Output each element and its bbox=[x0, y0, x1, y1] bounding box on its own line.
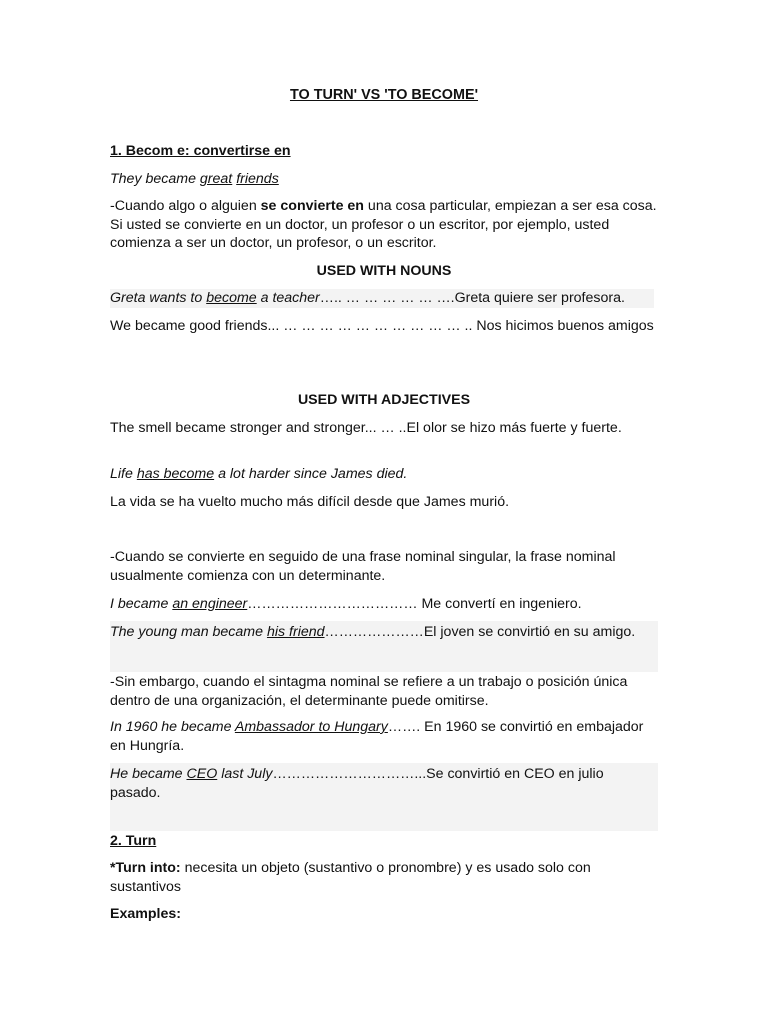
example-life bbox=[110, 465, 658, 484]
translation: El joven se convirtió en su amigo. bbox=[423, 624, 636, 640]
translation: En 1960 se convirtió en embajador en Hungría. bbox=[110, 719, 644, 754]
example-text: last July bbox=[217, 766, 273, 782]
dot-leader: ………………… bbox=[324, 624, 424, 640]
example-text: I became bbox=[110, 596, 173, 612]
section-1-heading: 1. Becom e: convertirse en bbox=[110, 143, 291, 159]
determiner-note: -Cuando se convierte en seguido de una frase nominal singular, la frase nominal usualmente comienza con un determinante. bbox=[110, 549, 616, 584]
example-text: They became bbox=[110, 171, 200, 187]
example-smell: The smell became stronger and stronger... … ..El olor se hizo más fuerte y fuerte. bbox=[110, 420, 622, 436]
example-text: The young man became bbox=[110, 624, 267, 640]
page-title: TO TURN' VS 'TO BECOME' bbox=[289, 87, 479, 103]
underlined-word: an engineer bbox=[172, 596, 248, 612]
become-explanation bbox=[110, 197, 658, 253]
turn-into-definition bbox=[110, 859, 658, 896]
underlined-word: his friend bbox=[266, 624, 325, 640]
dot-leader: ……. bbox=[387, 719, 425, 735]
shaded-example-box bbox=[110, 621, 658, 672]
example-ceo bbox=[110, 763, 658, 802]
example-great-friends bbox=[110, 170, 658, 189]
translation: Me convertí en ingeniero. bbox=[421, 596, 582, 612]
explanation-text: -Cuando algo o alguien bbox=[110, 198, 261, 214]
example-ambassador bbox=[110, 718, 658, 755]
example-text: a teacher bbox=[256, 290, 320, 306]
examples-label: Examples: bbox=[110, 906, 181, 922]
definition-text: necesita un objeto (sustantivo o pronombre) y es usado solo con sustantivos bbox=[110, 860, 591, 895]
example-text: Life bbox=[110, 466, 137, 482]
dot-leader: ……………………………… bbox=[247, 596, 422, 612]
example-text: He became bbox=[110, 766, 187, 782]
example-greta bbox=[110, 289, 654, 308]
nouns-heading: USED WITH NOUNS bbox=[316, 263, 452, 279]
adjectives-heading: USED WITH ADJECTIVES bbox=[297, 392, 471, 408]
underlined-word: has become bbox=[136, 466, 215, 482]
dot-leader: …………………………... bbox=[272, 766, 427, 782]
underlined-word: friends bbox=[236, 171, 279, 187]
translation: Greta quiere ser profesora. bbox=[454, 290, 625, 306]
example-text: In 1960 he became bbox=[110, 719, 235, 735]
section-2-heading: 2. Turn bbox=[110, 833, 157, 849]
example-text: Greta wants to bbox=[110, 290, 207, 306]
shaded-example-box bbox=[110, 763, 658, 831]
term-bold: *Turn into: bbox=[110, 860, 181, 876]
example-text: a lot harder since James died. bbox=[214, 466, 408, 482]
example-friend bbox=[110, 621, 658, 642]
underlined-word: great bbox=[199, 171, 233, 187]
example-good-friends: We became good friends... … … … … … … … … … … .. Nos hicimos buenos amigos bbox=[110, 318, 654, 334]
underlined-word: become bbox=[206, 290, 257, 306]
explanation-text: una cosa particular, empiezan a ser esa cosa. Si usted se convierte en un doctor, un profesor o un escritor, por ejemplo, usted comienza a ser un doctor, un profesor, o un escritor. bbox=[110, 198, 657, 251]
underlined-word: Ambassador to Hungary bbox=[234, 719, 388, 735]
underlined-word: CEO bbox=[186, 766, 218, 782]
omission-note: -Sin embargo, cuando el sintagma nominal se refiere a un trabajo o posición única dentro de una organización, el determinante puede omitirse. bbox=[110, 674, 628, 709]
example-engineer bbox=[110, 595, 658, 614]
dot-leader: ….. … … … … … …. bbox=[319, 290, 455, 306]
translation: Se convirtió en CEO en julio pasado. bbox=[110, 766, 604, 801]
explanation-bold: se convierte en bbox=[260, 198, 364, 214]
example-life-translation: La vida se ha vuelto mucho más difícil desde que James murió. bbox=[110, 494, 510, 510]
